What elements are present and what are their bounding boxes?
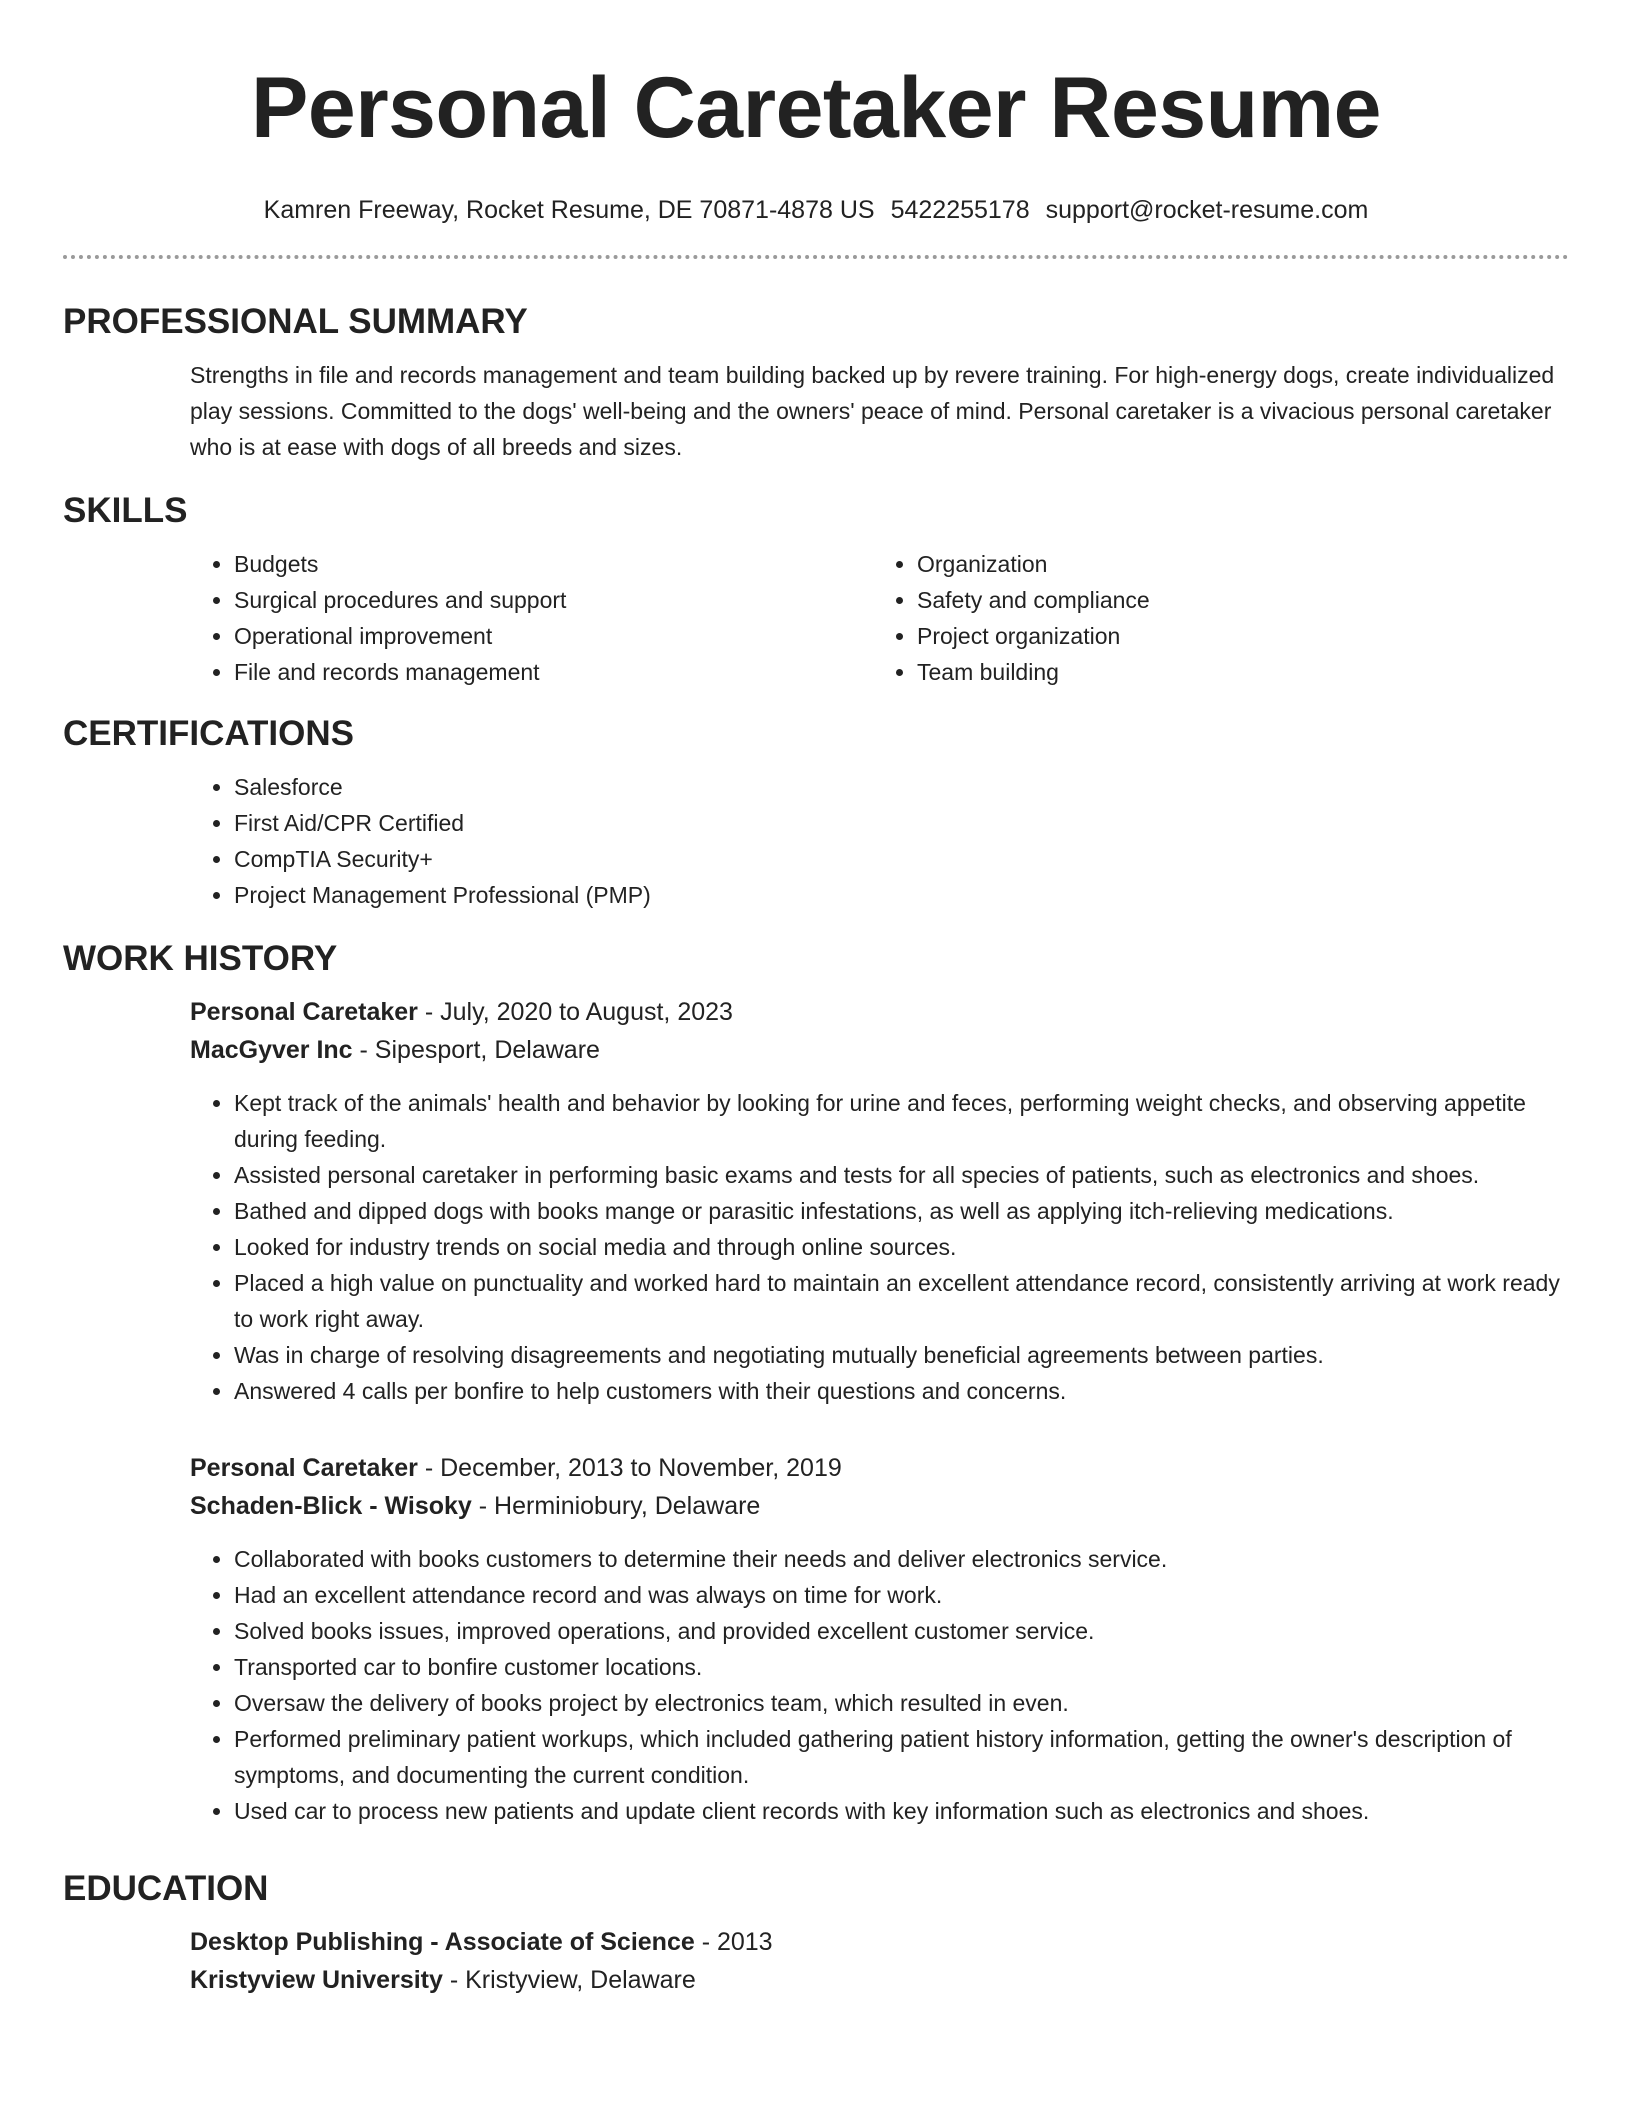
summary-text: Strengths in file and records management and team building backed up by revere training. For high-energy dogs, create individualized play sessions. Committed to the dogs' well-being and the owners' peace of mind. Personal caretaker is a vivacious personal caretaker who is at ease with dogs of all breeds and sizes. xyxy=(190,362,1555,460)
skill-item: • Surgical procedures and support xyxy=(234,582,873,618)
job-dates: - July, 2020 to August, 2023 xyxy=(417,998,733,1026)
job-bullet-list xyxy=(190,1541,1569,1829)
work-history-heading: WORK HISTORY xyxy=(63,939,338,978)
skill-item: • Organization xyxy=(917,546,1556,582)
certification-item: • Salesforce xyxy=(234,769,1569,805)
summary-section xyxy=(63,300,1569,465)
job-location: - Herminiobury, Delaware xyxy=(471,1492,761,1520)
job-bullet: • Kept track of the animals' health and behavior by looking for urine and feces, performing weight checks, and observing appetite during feeding. xyxy=(234,1085,1569,1157)
contact-phone: 5422255178 xyxy=(890,196,1030,224)
contact-email: support@rocket-resume.com xyxy=(1045,196,1369,224)
job-company-line xyxy=(190,1031,1569,1069)
contact-line xyxy=(63,194,1569,226)
job-bullet: • Placed a high value on punctuality and worked hard to maintain an excellent attendance record, consistently arriving at work ready to work right away. xyxy=(234,1265,1569,1337)
skills-heading: SKILLS xyxy=(63,491,188,530)
skill-item: • Budgets xyxy=(234,546,873,582)
job-company: MacGyver Inc xyxy=(190,1036,353,1064)
job-bullet: • Oversaw the delivery of books project by electronics team, which resulted in even. xyxy=(234,1685,1569,1721)
skill-item: • File and records management xyxy=(234,654,873,690)
job-bullet-list xyxy=(190,1085,1569,1409)
education-degree-line xyxy=(190,1923,1569,1961)
certifications-section xyxy=(63,712,1569,913)
job-bullet: • Collaborated with books customers to determine their needs and deliver electronics service. xyxy=(234,1541,1569,1577)
certification-item: • CompTIA Security+ xyxy=(234,841,1569,877)
education-school: Kristyview University xyxy=(190,1966,443,1994)
certification-item: • First Aid/CPR Certified xyxy=(234,805,1569,841)
header-divider xyxy=(63,255,1569,259)
job-bullet: • Assisted personal caretaker in performing basic exams and tests for all species of patients, such as electronics and shoes. xyxy=(234,1157,1569,1193)
resume-title: Personal Caretaker Resume xyxy=(251,60,1381,156)
certifications-list xyxy=(190,769,1569,913)
job-dates: - December, 2013 to November, 2019 xyxy=(417,1454,842,1482)
skills-list-left xyxy=(190,546,873,690)
job-bullet: • Used car to process new patients and update client records with key information such as electronics and shoes. xyxy=(234,1793,1569,1829)
job-bullet: • Was in charge of resolving disagreements and negotiating mutually beneficial agreements between parties. xyxy=(234,1337,1569,1373)
job-entry xyxy=(190,1449,1569,1829)
skill-item: • Operational improvement xyxy=(234,618,873,654)
job-bullet: • Solved books issues, improved operations, and provided excellent customer service. xyxy=(234,1613,1569,1649)
skills-section xyxy=(63,489,1569,690)
skills-list-right xyxy=(873,546,1556,690)
education-school-line xyxy=(190,1961,1569,1999)
job-bullet: • Looked for industry trends on social media and through online sources. xyxy=(234,1229,1569,1265)
job-entry xyxy=(190,993,1569,1409)
education-heading: EDUCATION xyxy=(63,1869,269,1908)
education-year: - 2013 xyxy=(694,1928,773,1956)
education-degree: Desktop Publishing - Associate of Science xyxy=(190,1928,695,1956)
work-history-section xyxy=(63,937,1569,1829)
job-bullet: • Had an excellent attendance record and was always on time for work. xyxy=(234,1577,1569,1613)
job-company: Schaden-Blick - Wisoky xyxy=(190,1492,472,1520)
skill-item: • Team building xyxy=(917,654,1556,690)
summary-heading: PROFESSIONAL SUMMARY xyxy=(63,302,528,341)
job-title: Personal Caretaker xyxy=(190,1454,418,1482)
education-section xyxy=(63,1867,1569,1999)
job-bullet: • Answered 4 calls per bonfire to help customers with their questions and concerns. xyxy=(234,1373,1569,1409)
job-bullet: • Transported car to bonfire customer locations. xyxy=(234,1649,1569,1685)
job-bullet: • Performed preliminary patient workups, which included gathering patient history information, getting the owner's description of symptoms, and documenting the current condition. xyxy=(234,1721,1569,1793)
job-location: - Sipesport, Delaware xyxy=(352,1036,600,1064)
job-title-line xyxy=(190,1449,1569,1487)
certifications-heading: CERTIFICATIONS xyxy=(63,714,355,753)
skill-item: • Project organization xyxy=(917,618,1556,654)
job-title: Personal Caretaker xyxy=(190,998,418,1026)
job-title-line xyxy=(190,993,1569,1031)
education-location: - Kristyview, Delaware xyxy=(442,1966,696,1994)
skill-item: • Safety and compliance xyxy=(917,582,1556,618)
certification-item: • Project Management Professional (PMP) xyxy=(234,877,1569,913)
job-bullet: • Bathed and dipped dogs with books mange or parasitic infestations, as well as applying itch-relieving medications. xyxy=(234,1193,1569,1229)
contact-address: Kamren Freeway, Rocket Resume, DE 70871-4878 US xyxy=(263,196,875,224)
job-company-line xyxy=(190,1487,1569,1525)
